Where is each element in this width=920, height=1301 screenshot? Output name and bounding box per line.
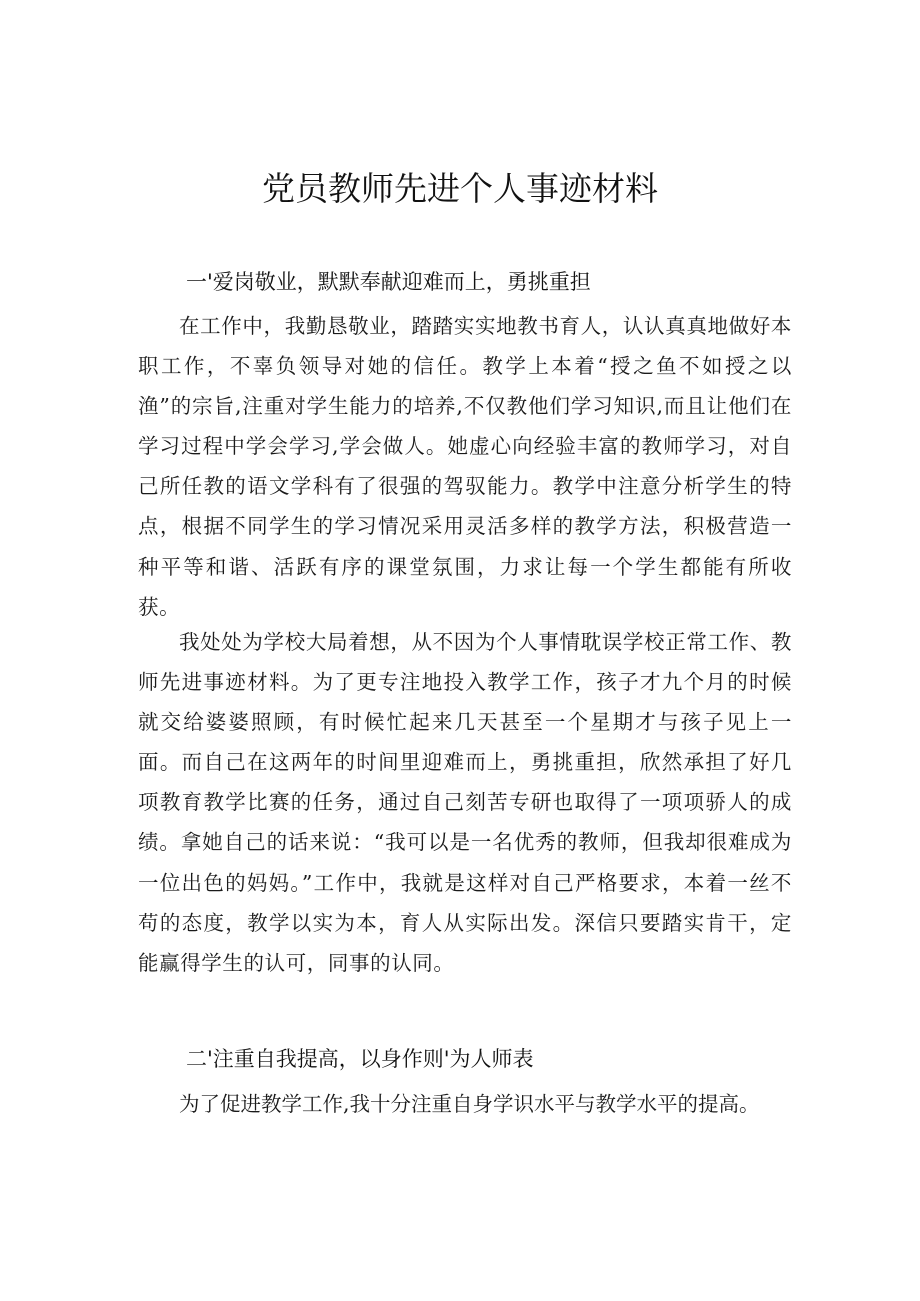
section-heading-2: 二'注重自我提高，以身作则'为人师表 — [186, 1047, 534, 1071]
document-title: 党员教师先进个人事迹材料 — [262, 169, 658, 208]
section-1-paragraph-1: 在工作中，我勤恳敬业，踏踏实实地教书育人，认认真真地做好本职工作，不辜负领导对她的信任。教学上本着“授之鱼不如授之以渔”的宗旨,注重对学生能力的培养,不仅教他们学习知识,而且让他们在学习过程中学会学习,学会做人。她虚心向经验丰富的教师学习，对自己所任教的语文学科有了很强的驾驭能力。教学中注意分析学生的特点，根据不同学生的学习情况采用灵活多样的教学方法，积极营造一种平等和谐、活跃有序的课堂氛围，力求让每一个学生都能有所收获。 — [138, 314, 792, 619]
section-1-paragraph-2: 我处处为学校大局着想，从不因为个人事情耽误学校正常工作、教师先进事迹材料。为了更专注地投入教学工作，孩子才九个月的时候就交给婆婆照顾，有时候忙起来几天甚至一个星期才与孩子见上一面。而自己在这两年的时间里迎难而上，勇挑重担，欣然承担了好几项教育教学比赛的任务，通过自己刻苦专研也取得了一项项骄人的成绩。拿她自己的话来说：“我可以是一名优秀的教师，但我却很难成为一位出色的妈妈。”工作中，我就是这样对自己严格要求，本着一丝不苟的态度，教学以实为本，育人从实际出发。深信只要踏实肯干，定能赢得学生的认可，同事的认同。 — [138, 630, 792, 975]
section-heading-1: 一'爱岗敬业，默默奉献迎难而上，勇挑重担 — [186, 270, 591, 294]
section-2-paragraph-1: 为了促进教学工作,我十分注重自身学识水平与教学水平的提高。 — [179, 1092, 760, 1116]
